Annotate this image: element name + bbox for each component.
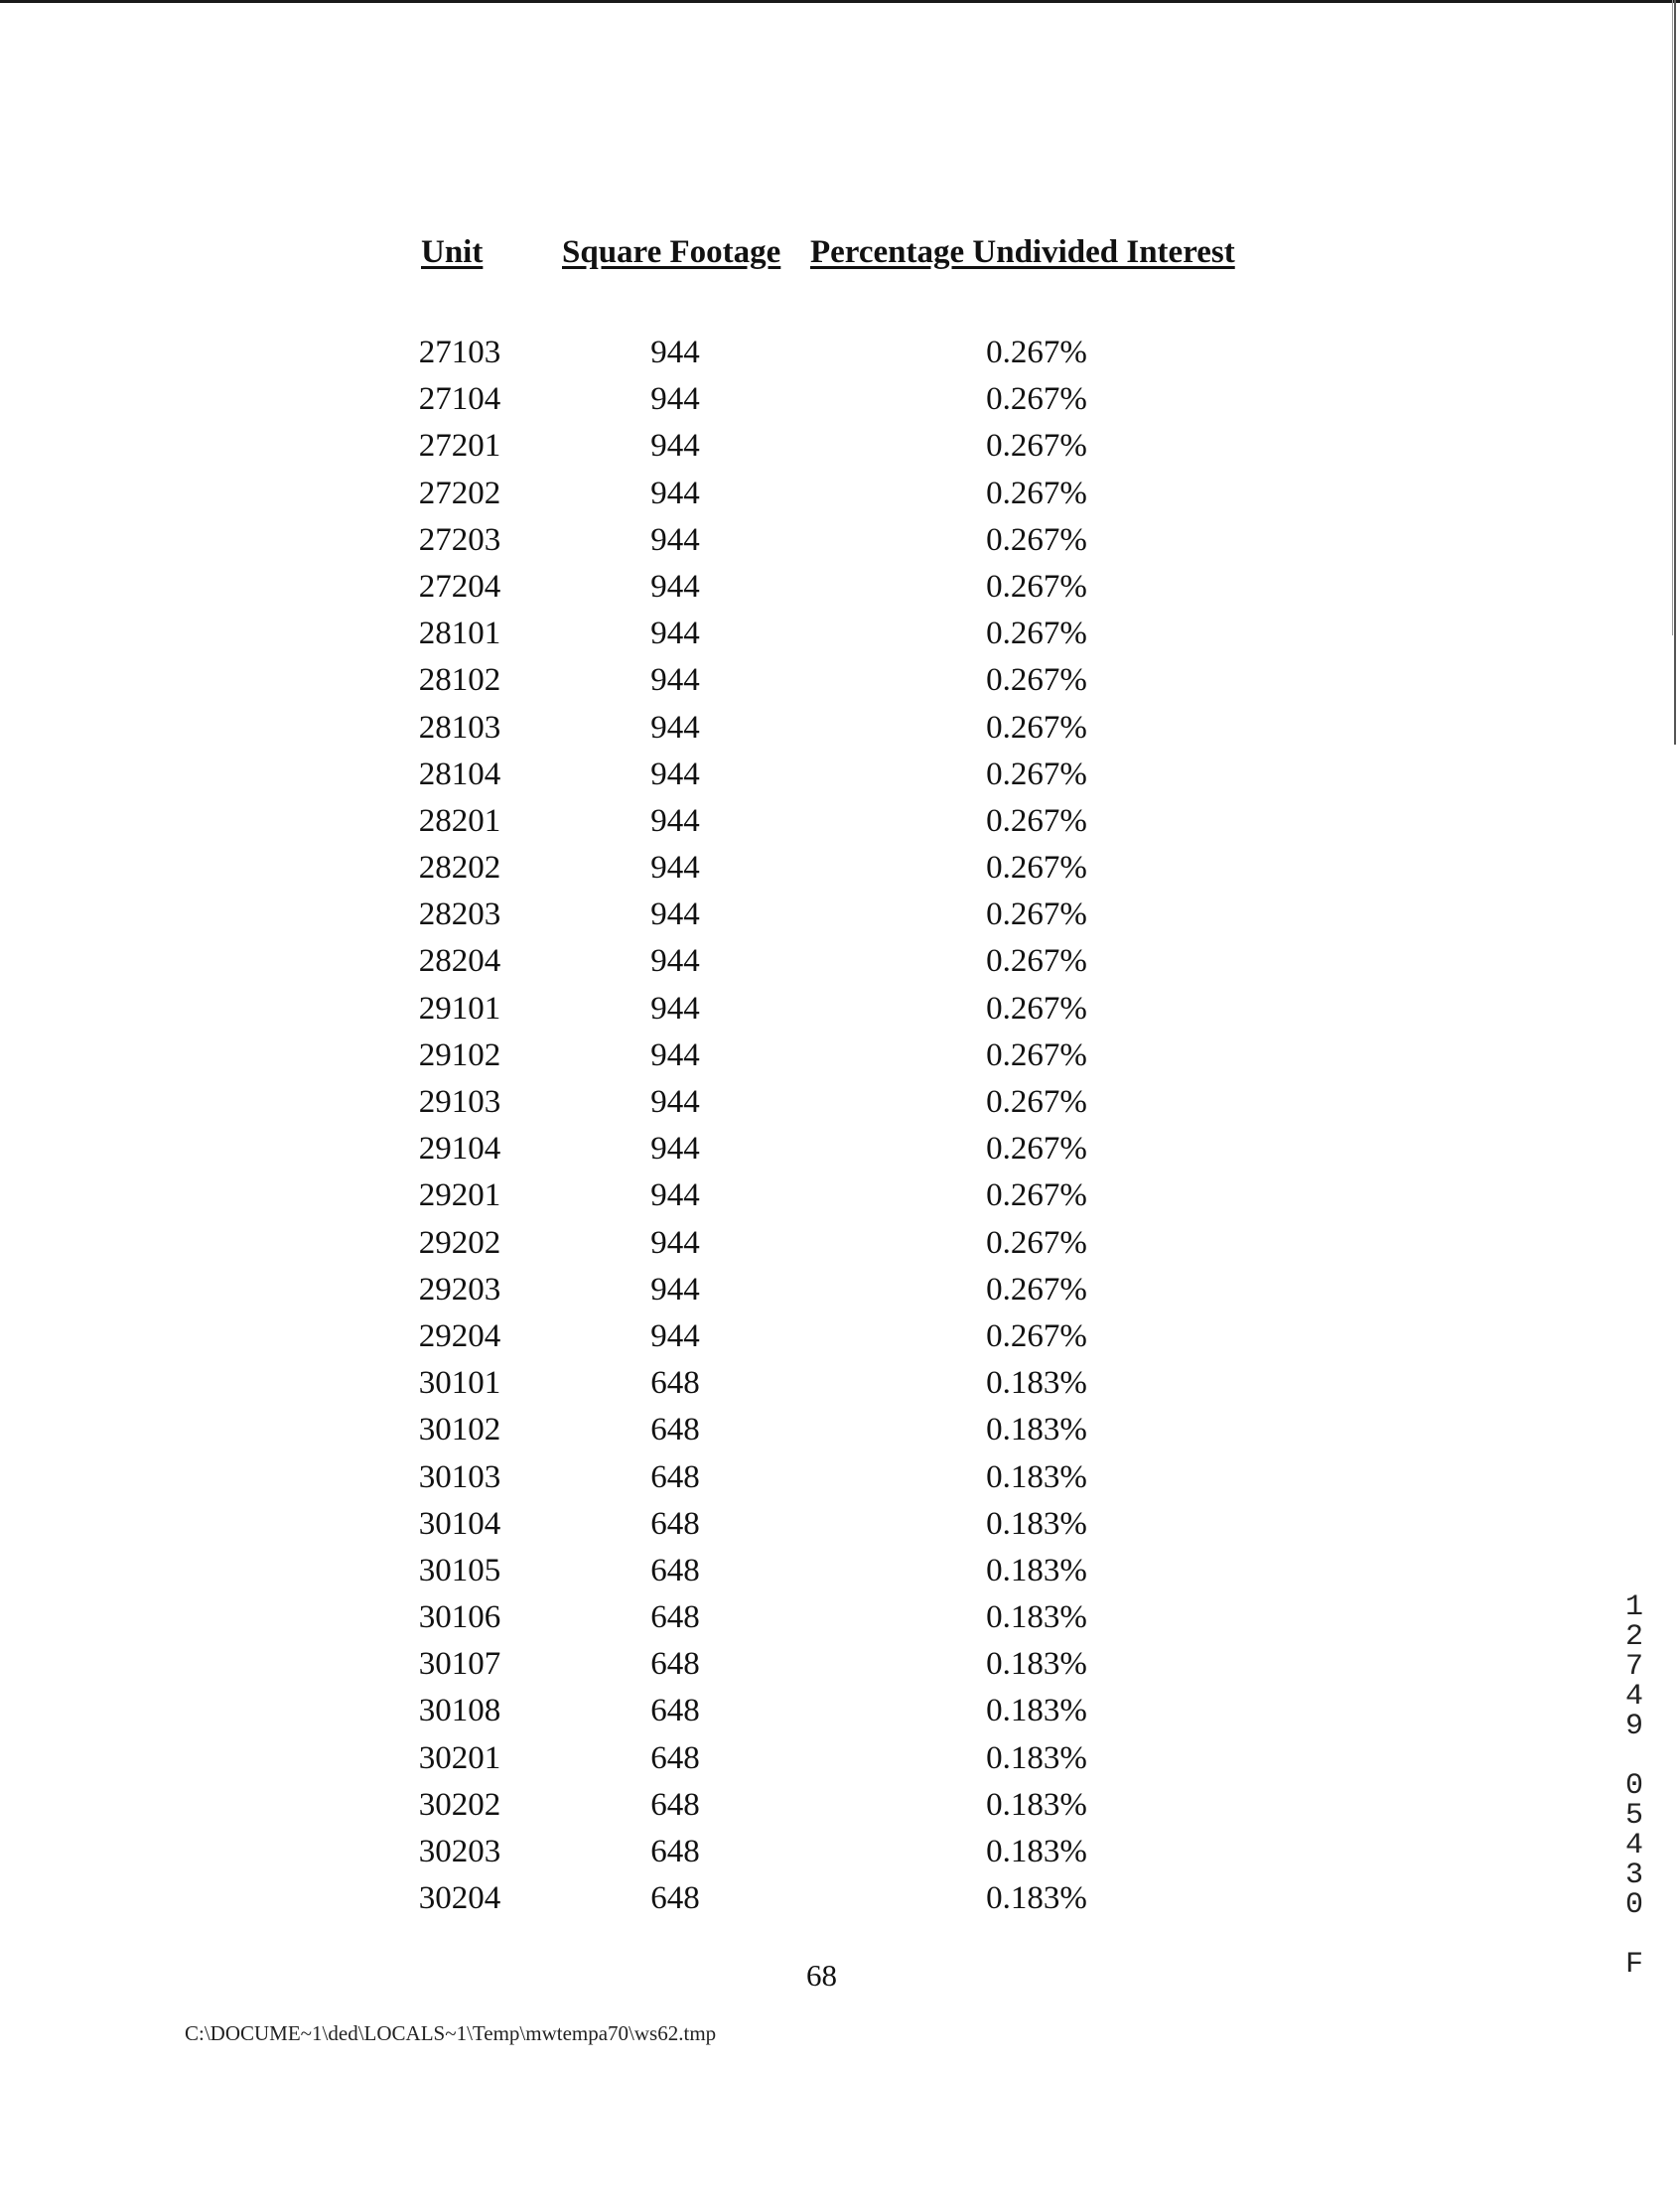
square-footage-cell: 944	[650, 662, 700, 699]
square-footage-cell: 944	[650, 709, 700, 746]
square-footage-cell: 648	[650, 1599, 700, 1636]
square-footage-cell: 944	[650, 616, 700, 652]
square-footage-cell: 944	[650, 850, 700, 887]
percentage-cell: 0.183%	[986, 1599, 1087, 1636]
unit-cell: 30105	[418, 1552, 501, 1588]
stamp-character	[1614, 1741, 1654, 1771]
square-footage-cell: 648	[650, 1458, 700, 1495]
percentage-cell: 0.267%	[986, 1177, 1087, 1214]
percentage-cell: 0.183%	[986, 1505, 1087, 1542]
unit-cell: 27203	[418, 521, 501, 558]
unit-cell: 27204	[418, 568, 501, 605]
percentage-cell: 0.267%	[986, 1317, 1087, 1354]
square-footage-cell: 648	[650, 1505, 700, 1542]
square-footage-cell: 944	[650, 521, 700, 558]
square-footage-cell: 944	[650, 943, 700, 980]
unit-cell: 27104	[418, 381, 501, 418]
square-footage-cell: 944	[650, 1224, 700, 1261]
header-percentage-undivided-interest: Percentage Undivided Interest	[810, 234, 1235, 270]
table-row	[0, 986, 1680, 1033]
unit-cell: 30204	[418, 1880, 501, 1917]
page-number: 68	[806, 1958, 837, 1993]
percentage-cell: 0.267%	[986, 1131, 1087, 1168]
square-footage-cell: 648	[650, 1693, 700, 1729]
table-row	[0, 1220, 1680, 1267]
unit-cell: 29202	[418, 1224, 501, 1261]
unit-cell: 30101	[418, 1365, 501, 1402]
square-footage-cell: 944	[650, 475, 700, 511]
footer-file-path: C:\DOCUME~1\ded\LOCALS~1\Temp\mwtempa70\ws62.tmp	[185, 2021, 717, 2045]
stamp-character: 0	[1624, 1769, 1643, 1803]
square-footage-cell: 648	[650, 1739, 700, 1776]
percentage-cell: 0.267%	[986, 756, 1087, 792]
percentage-cell: 0.267%	[986, 850, 1087, 887]
percentage-cell: 0.267%	[986, 709, 1087, 746]
percentage-cell: 0.267%	[986, 990, 1087, 1027]
percentage-cell: 0.267%	[986, 1084, 1087, 1120]
top-scan-border	[0, 0, 1680, 3]
square-footage-cell: 944	[650, 1131, 700, 1168]
unit-cell: 27201	[418, 428, 501, 465]
square-footage-cell: 944	[650, 568, 700, 605]
square-footage-cell: 944	[650, 896, 700, 933]
stamp-character: 1	[1624, 1590, 1643, 1624]
percentage-cell: 0.267%	[986, 428, 1087, 465]
stamp-character	[1614, 1920, 1654, 1950]
unit-cell: 30103	[418, 1458, 501, 1495]
square-footage-cell: 944	[650, 1084, 700, 1120]
table-row	[0, 1079, 1680, 1126]
square-footage-cell: 944	[650, 990, 700, 1027]
table-row	[0, 1407, 1680, 1453]
percentage-cell: 0.183%	[986, 1693, 1087, 1729]
percentage-cell: 0.267%	[986, 1036, 1087, 1073]
unit-cell: 29203	[418, 1271, 501, 1308]
table-row	[0, 1033, 1680, 1079]
square-footage-cell: 648	[650, 1365, 700, 1402]
unit-cell: 29104	[418, 1131, 501, 1168]
stamp-character: 5	[1624, 1799, 1643, 1833]
percentage-cell: 0.267%	[986, 943, 1087, 980]
table-row	[0, 705, 1680, 752]
unit-cell: 28104	[418, 756, 501, 792]
square-footage-cell: 944	[650, 756, 700, 792]
stamp-character: 0	[1624, 1888, 1643, 1922]
percentage-cell: 0.183%	[986, 1739, 1087, 1776]
square-footage-cell: 944	[650, 428, 700, 465]
unit-cell: 28202	[418, 850, 501, 887]
table-row	[0, 1688, 1680, 1734]
unit-cell: 29102	[418, 1036, 501, 1073]
unit-cell: 29201	[418, 1177, 501, 1214]
stamp-character: 4	[1624, 1680, 1643, 1714]
table-row	[0, 1641, 1680, 1688]
unit-cell: 30108	[418, 1693, 501, 1729]
header-unit: Unit	[421, 234, 484, 270]
percentage-cell: 0.183%	[986, 1786, 1087, 1823]
stamp-character: 4	[1624, 1829, 1643, 1862]
percentage-cell: 0.267%	[986, 802, 1087, 839]
square-footage-cell: 648	[650, 1786, 700, 1823]
percentage-cell: 0.267%	[986, 1224, 1087, 1261]
document-number-stamp	[1614, 1592, 1654, 1980]
unit-cell: 30203	[418, 1834, 501, 1869]
table-row	[0, 1548, 1680, 1594]
unit-cell: 29101	[418, 990, 501, 1027]
table-row	[0, 330, 1680, 376]
table-row	[0, 1782, 1680, 1833]
percentage-cell: 0.267%	[986, 616, 1087, 652]
percentage-cell: 0.267%	[986, 1271, 1087, 1308]
unit-cell: 30201	[418, 1739, 501, 1776]
table-row	[0, 1172, 1680, 1219]
table-row	[0, 1590, 1680, 1641]
percentage-cell: 0.267%	[986, 475, 1087, 511]
table-row	[0, 752, 1680, 798]
table-row	[0, 1501, 1680, 1548]
unit-cell: 28101	[418, 616, 501, 652]
stamp-character: 7	[1624, 1650, 1643, 1684]
percentage-cell: 0.183%	[986, 1458, 1087, 1495]
table-row	[0, 1360, 1680, 1407]
unit-cell: 30107	[418, 1646, 501, 1683]
table-row	[0, 845, 1680, 892]
header-square-footage: Square Footage	[562, 234, 781, 270]
table-row	[0, 423, 1680, 470]
square-footage-cell: 648	[650, 1552, 700, 1588]
stamp-character: F	[1624, 1948, 1643, 1982]
table-row	[0, 517, 1680, 564]
table-row	[0, 1126, 1680, 1172]
unit-cell: 29204	[418, 1317, 501, 1354]
unit-cell: 29103	[418, 1084, 501, 1120]
stamp-character: 2	[1624, 1620, 1643, 1654]
unit-cell: 30102	[418, 1412, 501, 1448]
square-footage-cell: 648	[650, 1646, 700, 1683]
table-row	[0, 376, 1680, 423]
percentage-cell: 0.183%	[986, 1646, 1087, 1683]
unit-cell: 28103	[418, 709, 501, 746]
table-row	[0, 564, 1680, 611]
square-footage-cell: 648	[650, 1412, 700, 1448]
table-row	[0, 1829, 1680, 1875]
unit-table-body	[0, 330, 1680, 1922]
table-row	[0, 798, 1680, 845]
unit-cell: 30106	[418, 1599, 501, 1636]
percentage-cell: 0.267%	[986, 521, 1087, 558]
percentage-cell: 0.267%	[986, 662, 1087, 699]
unit-cell: 30104	[418, 1505, 501, 1542]
table-row	[0, 1313, 1680, 1360]
percentage-cell: 0.183%	[986, 1834, 1087, 1869]
table-row	[0, 938, 1680, 985]
unit-cell: 27103	[418, 335, 501, 370]
percentage-cell: 0.183%	[986, 1552, 1087, 1588]
square-footage-cell: 944	[650, 335, 700, 370]
percentage-cell: 0.183%	[986, 1365, 1087, 1402]
table-row	[0, 1875, 1680, 1922]
percentage-cell: 0.267%	[986, 335, 1087, 370]
square-footage-cell: 944	[650, 1177, 700, 1214]
unit-cell: 28203	[418, 896, 501, 933]
table-row	[0, 657, 1680, 704]
stamp-character: 9	[1624, 1710, 1643, 1743]
square-footage-cell: 944	[650, 1036, 700, 1073]
square-footage-cell: 944	[650, 1271, 700, 1308]
unit-cell: 28102	[418, 662, 501, 699]
table-row	[0, 471, 1680, 517]
table-row	[0, 1454, 1680, 1501]
percentage-cell: 0.267%	[986, 568, 1087, 605]
percentage-cell: 0.267%	[986, 896, 1087, 933]
table-row	[0, 892, 1680, 938]
square-footage-cell: 944	[650, 1317, 700, 1354]
square-footage-cell: 648	[650, 1880, 700, 1917]
unit-cell: 30202	[418, 1786, 501, 1823]
stamp-character: 3	[1624, 1859, 1643, 1892]
square-footage-cell: 944	[650, 381, 700, 418]
percentage-cell: 0.267%	[986, 381, 1087, 418]
table-row	[0, 1735, 1680, 1782]
percentage-cell: 0.183%	[986, 1880, 1087, 1917]
square-footage-cell: 648	[650, 1834, 700, 1869]
unit-cell: 27202	[418, 475, 501, 511]
table-row	[0, 1267, 1680, 1313]
table-row	[0, 611, 1680, 657]
percentage-cell: 0.183%	[986, 1412, 1087, 1448]
unit-cell: 28201	[418, 802, 501, 839]
square-footage-cell: 944	[650, 802, 700, 839]
unit-cell: 28204	[418, 943, 501, 980]
